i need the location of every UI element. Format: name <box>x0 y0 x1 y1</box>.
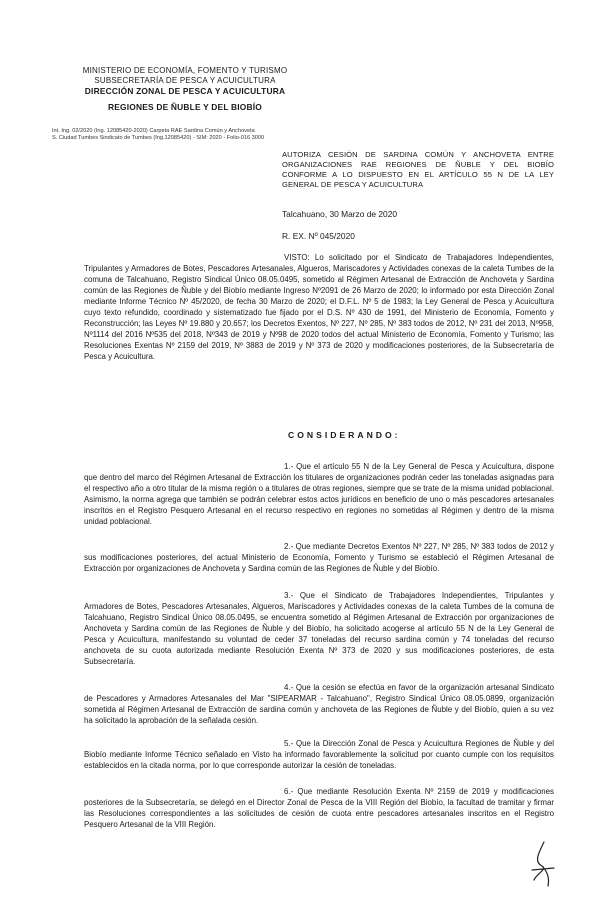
considerando-2: 2.- Que mediante Decretos Exentos Nº 227, Nº 285, Nº 383 todos de 2012 y sus modificaciones posteriores, del actual Ministerio de Economía, Fomento y Turismo se estableció el Régimen Artesanal de Extracción por organizaciones de Anchoveta y Sardina común de las Regiones de Ñuble y del Biobío. <box>84 542 554 573</box>
ministry-line: MINISTERIO DE ECONOMÍA, FOMENTO Y TURISMO <box>82 66 288 75</box>
subsecretary-line: SUBSECRETARÍA DE PESCA Y ACUICULTURA <box>94 76 276 85</box>
zonal-direction-line: DIRECCIÓN ZONAL DE PESCA Y ACUICULTURA <box>84 86 286 96</box>
reference-code-2: S. Ciudad Tumbes Sindicato de Tumbes (Ing.12085420) - SIM: 2020 - Folio-016 3000 <box>52 135 265 141</box>
visto-paragraph: VISTO: Lo solicitado por el Sindicato de Trabajadores Independientes, Tripulantes y Armadores de Botes, Pescadores Artesanales, Algueros, Mariscadores y Actividades conexas de la caleta Tumbes de la comuna de Talcahuano, Registro Sindical Único 08.05.0495, sometido al Régimen Artesanal de Extracción de Anchoveta y Sardina común de las Regiones de Ñuble y del Biobío mediante Ingreso Nº2091 de 26 Marzo de 2020; lo informado por esta Dirección Zonal mediante Informe Técnico Nº 45/2020, de fecha 30 Marzo de 2020; el D.F.L. Nº 5 de 1983; la Ley General de Pesca y Acuicultura cuyo texto refundido, coordinado y sistematizado fue fijado por el D.S. Nº 430 de 1991, del Ministerio de Economía, Fomento y Reconstrucción; las Leyes Nº 19.880 y 20.657; los Decretos Exentos, Nº 227, Nº 285, Nº 383 todos de 2012, Nº 231 del 2013, Nº958, Nº1114 del 2016 Nº535 del 2018, Nº343 de 2019 y Nº98 de 2020 todos del actual Ministerio de Economía, Fomento y Turismo; las Resoluciones Exentas Nº 2159 del 2019, Nº 3883 de 2019 y Nº 373 de 2020 y modificaciones posteriores, de la Subsecretaría de Pesca y Acuicultura. <box>84 253 554 361</box>
considerando-4: 4.- Que la cesión se efectúa en favor de la organización artesanal Sindicato de Pescadores y Armadores Artesanales del Mar "SIPEARMAR - Talcahuano", Registro Sindical Único 08.05.0899, organización sometida al Régimen Artesanal de Extracción de sardina común y anchoveta de las Regiones de Ñuble y del Biobío, quien a su vez ha solicitado la aprobación de la señalada cesión. <box>84 683 554 725</box>
regions-line: REGIONES DE ÑUBLE Y DEL BIOBÍO <box>108 102 262 112</box>
considerando-6: 6.- Que mediante Resolución Exenta Nº 2159 de 2019 y modificaciones posteriores de la Subsecretaría, se delegó en el Director Zonal de Pesca de la VIII Región del Biobío, la facultad de tramitar y firmar las Resoluciones correspondientes a las solicitudes de cesión de cuota entre pescadores artesanales inscritos en el Registro Pesquero Artesanal de la VIII Región. <box>84 787 554 829</box>
considerando-1: 1.- Que el artículo 55 N de la Ley General de Pesca y Acuicultura, dispone que dentro del marco del Régimen Artesanal de Extracción los titulares de organizaciones podrán ceder las toneladas asignadas para el respectivo año a otro titular de la misma región o a titulares de otras regiones, siempre que se trate de la misma unidad poblacional. Asimismo, la norma agrega que también se podrán celebrar estos actos jurídicos en beneficio de uno o más pescadores artesanales inscritos en el Registro Pesquero Artesanal en el recurso respectivo en regiones no sometidas al Régimen y dentro de la misma unidad poblacional. <box>84 462 554 526</box>
document-date: Talcahuano, 30 Marzo de 2020 <box>282 209 398 219</box>
considerando-heading: CONSIDERANDO: <box>288 430 401 440</box>
reference-codes <box>52 128 322 142</box>
reference-code-1: Int. Ing. 02/2020 (Ing. 12085420-2020) Carpeta RAE Sardina Común y Anchoveta <box>52 128 255 134</box>
resolution-number: R. EX. Nº 045/2020 <box>282 231 355 241</box>
considerando-5: 5.- Que la Dirección Zonal de Pesca y Acuicultura Regiones de Ñuble y del Biobío mediante Informe Técnico señalado en Visto ha informado favorablemente la solicitud por cuanto cumple con los requisitos establecidos en la citada norma, por lo que corresponde autorizar la cesión de toneladas. <box>84 739 554 770</box>
letterhead <box>60 66 310 112</box>
resolution-subject: AUTORIZA CESIÓN DE SARDINA COMÚN Y ANCHOVETA ENTRE ORGANIZACIONES RAE REGIONES DE ÑUBLE Y DEL BIOBÍO CONFORME A LO DISPUESTO EN EL ARTÍCULO 55 N DE LA LEY GENERAL DE PESCA Y ACUICULTURA <box>282 150 554 189</box>
signature-mark <box>528 840 558 888</box>
considerando-3: 3.- Que el Sindicato de Trabajadores Independientes, Tripulantes y Armadores de Botes, Pescadores Artesanales, Algueros, Mariscadores y Actividades conexas de la caleta Tumbes de la comuna de Talcahuano, Registro Sindical Único 08.05.0495, se encuentra sometido al Régimen Artesanal de Extracción por organizaciones de Anchoveta y Sardina común de las Regiones de Ñuble y del Biobío, ha solicitado acogerse al artículo 55 N de la Ley General de Pesca y Acuicultura, manifestando su voluntad de ceder 37 toneladas del recurso sardina común y 74 toneladas del recurso anchoveta de su cuota autorizada mediante Resolución Exenta Nº 373 de 2020 y sus modificaciones posteriores, de esta Subsecretaría. <box>84 591 554 666</box>
